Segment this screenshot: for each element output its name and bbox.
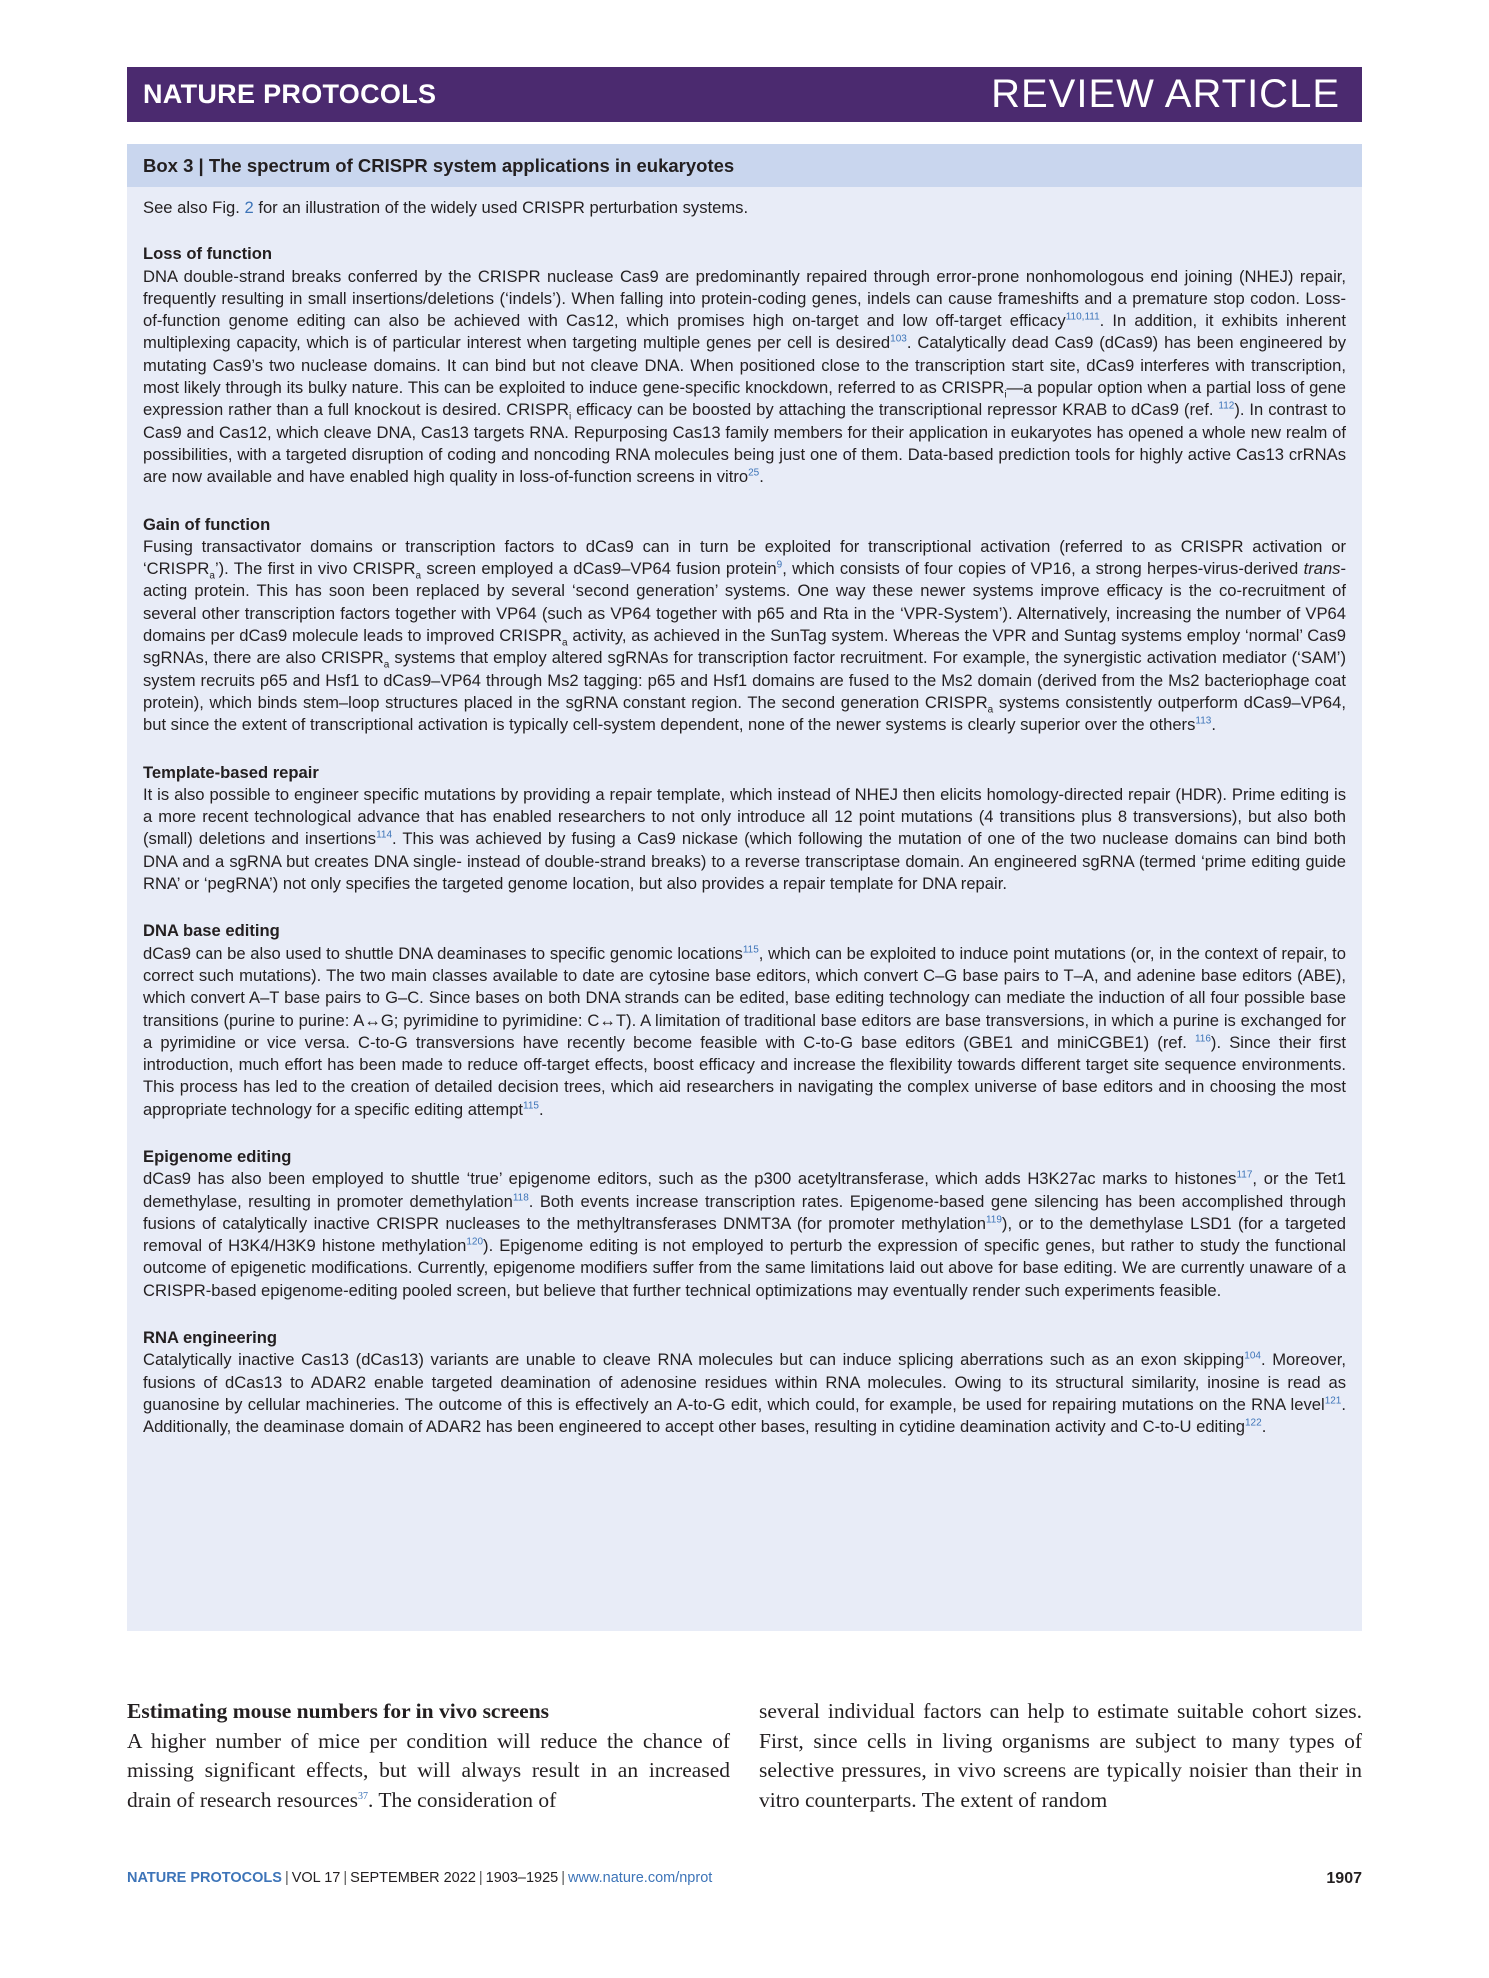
section-heading: RNA engineering (143, 1328, 277, 1348)
box-intro: See also Fig. 2 for an illustration of the widely used CRISPR perturbation systems. (143, 198, 749, 217)
journal-banner (127, 67, 1362, 122)
page-footer (127, 1870, 1362, 1888)
journal-url-link[interactable]: www.nature.com/nprot (568, 1870, 713, 1886)
box-3 (127, 144, 1362, 1631)
section-text: It is also possible to engineer specific mutations by providing a repair template, which instead of NHEJ then elicits homology-directed repair (HDR). Prime editing is a more recent technological advance that has enabled researchers to not only introduce all 12 point mutations (4 transitions plus 8 transversions), but also both (small) deletions and insertions$^{114}$. This was achieved by fusing a Cas9 nickase (which following the mutation of one of the two nuclease domains can bind both DNA and a sgRNA but creates DNA single- instead of double-strand breaks) to a reverse transcriptase domain. An engineered sgRNA (termed ‘prime editing guide RNA’ or ‘pegRNA’) not only specifies the targeted genome location, but also provides a repair template for DNA repair. (143, 784, 1346, 894)
page-number: 1907 (1326, 1870, 1362, 1887)
paragraph: A higher number of mice per condition will reduce the chance of missing significant effects, but will always result in an increased drain of research resources$^{37}$. The consideration of (127, 1728, 730, 1812)
figure-link[interactable]: 2 (244, 198, 254, 217)
paragraph: several individual factors can help to estimate suitable cohort sizes. First, since cells in living organisms are subject to many types of selective pressures, in vivo screens are typically noisier than their in vitro counterparts. The extent of random (759, 1699, 1362, 1812)
column-left (127, 1697, 730, 1815)
journal-name: NATURE PROTOCOLS (143, 79, 437, 109)
citation-link[interactable]: 120 (466, 1236, 484, 1248)
section-loss-of-function (143, 243, 1346, 488)
section-heading: Loss of function (143, 244, 273, 264)
section-heading: Template-based repair (143, 762, 319, 782)
section-text: Catalytically inactive Cas13 (dCas13) variants are unable to cleave RNA molecules but can induce splicing aberrations such as an exon skipping$^{104}$. Moreover, fusions of dCas13 to ADAR2 enable targeted deamination of adenosine residues within RNA molecules. Owing to its structural similarity, inosine is read as guanosine by cellular machineries. The outcome of this is effectively an A-to-G edit, which could, for example, be used for repairing mutations on the RNA level$^{121}$. Additionally, the deaminase domain of ADAR2 has been engineered to accept other bases, resulting in cytidine deamination activity and C-to-U editing$^{122}$. (143, 1350, 1346, 1437)
footer-citation: NATURE PROTOCOLS | VOL 17 | SEPTEMBER 2022 | 1903–1925 | www.nature.com/nprot (127, 1870, 713, 1886)
section-text: Fusing transactivator domains or transcription factors to dCas9 can in turn be exploited for transcriptional activation (referred to as CRISPR activation or ‘$CRISPR_a$’). The first in vivo $CRISPR_a$ screen employed a dCas9–VP64 fusion protein$^9$, which consists of four copies of VP16, a strong herpes-virus-derived trans-acting protein. This has soon been replaced by several ‘second generation’ systems. One way these newer systems improve efficacy is the co-recruitment of several other transcription factors together with VP64 (such as VP64 together with p65 and Rta in the ‘VPR-System’). Alternatively, increasing the number of VP64 domains per dCas9 molecule leads to improved $CRISPR_a$ activity, as achieved in the SunTag system. Whereas the VPR and Suntag systems employ ‘normal’ Cas9 sgRNAs, there are also $CRISPR_a$ systems that employ altered sgRNAs for transcription factor recruitment. For example, the synergistic activation mediator (‘SAM’) system recruits p65 and Hsf1 to dCas9–VP64 through Ms2 tagging: p65 and Hsf1 domains are fused to the Ms2 domain (derived from the Ms2 bacteriophage coat protein), which binds stem–loop structures placed in the sgRNA constant region. The second generation $CRISPR_a$ systems consistently outperform dCas9–VP64, but since the extent of transcriptional activation is typically cell-system dependent, none of the newer systems is clearly superior over the others$^{113}$. (143, 536, 1346, 735)
citation-link[interactable]: 117 (1236, 1169, 1253, 1181)
section-dna-base-editing (143, 920, 1346, 1121)
section-heading: Epigenome editing (143, 1146, 292, 1166)
citation-link[interactable]: 37 (358, 1790, 368, 1802)
article-type: REVIEW ARTICLE (991, 72, 1340, 116)
citation-link[interactable]: 115 (523, 1100, 539, 1112)
column-right (759, 1697, 1362, 1815)
section-heading: DNA base editing (143, 921, 280, 941)
section-rna-engineering (143, 1327, 1346, 1438)
section-template-based-repair (143, 762, 1346, 896)
section-epigenome-editing (143, 1146, 1346, 1302)
citation-link[interactable]: 113 (1195, 715, 1212, 727)
citation-link[interactable]: 104 (1244, 1350, 1261, 1362)
citation-link[interactable]: 114 (376, 829, 393, 841)
section-gain-of-function (143, 514, 1346, 737)
citation-link[interactable]: 9 (776, 559, 783, 571)
citation-link[interactable]: 121 (1324, 1395, 1342, 1407)
citation-link[interactable]: 122 (1245, 1417, 1262, 1429)
citation-link[interactable]: 25 (748, 467, 760, 479)
citation-link[interactable]: 115 (742, 944, 759, 956)
section-heading: Estimating mouse numbers for in vivo screens (127, 1699, 550, 1723)
citation-link[interactable]: 116 (1194, 1033, 1211, 1045)
citation-link[interactable]: 118 (512, 1192, 529, 1204)
section-heading: Gain of function (143, 514, 271, 534)
section-text: dCas9 can be also used to shuttle DNA deaminases to specific genomic locations$^{115}$, which can be exploited to induce point mutations (or, in the context of repair, to correct such mutations). The two main classes available to date are cytosine base editors, which convert C–G base pairs to T–A, and adenine base editors (ABE), which convert A–T base pairs to G–C. Since bases on both DNA strands can be edited, base editing technology can mediate the induction of all four possible base transitions (purine to purine: A↔G; pyrimidine to pyrimidine: C↔T). A limitation of traditional base editors are base transversions, in which a purine is exchanged for a pyrimidine or vice versa. C-to-G transversions have recently become feasible with C-to-G base editors (GBE1 and miniCGBE1) (ref. $^{116}$). Since their first introduction, much effort has been made to reduce off-target effects, boost efficacy and increase the flexibility towards different target site sequence environments. This process has led to the creation of detailed decision trees, which aid researchers in navigating the complex universe of base editors and in choosing the most appropriate technology for a specific editing attempt$^{115}$. (143, 943, 1346, 1119)
box-title: Box 3 | The spectrum of CRISPR system applications in eukaryotes (127, 144, 1362, 187)
citation-link[interactable]: 103 (890, 333, 907, 345)
citation-link[interactable]: 119 (985, 1214, 1002, 1226)
section-text: DNA double-strand breaks conferred by the CRISPR nuclease Cas9 are predominantly repaired through error-prone nonhomologous end joining (NHEJ) repair, frequently resulting in small insertions/deletions (‘indels’). When falling into protein-coding genes, indels can cause frameshifts and a premature stop codon. Loss-of-function genome editing can also be achieved with Cas12, which promises high on-target and low off-target efficacy$^{110,111}$. In addition, it exhibits inherent multiplexing capacity, which is of particular interest when targeting multiple genes per cell is desired$^{103}$. Catalytically dead Cas9 (dCas9) has been engineered by mutating Cas9’s two nuclease domains. It can bind but not cleave DNA. When positioned close to the transcription start site, dCas9 interferes with transcription, most likely through its bulky nature. This can be exploited to induce gene-specific knockdown, referred to as $CRISPR_i—a$ popular option when a partial loss of gene expression rather than a full knockout is desired. $CRISPR_i$ efficacy can be boosted by attaching the transcriptional repressor KRAB to dCas9 (ref. $^{112}$). In contrast to Cas9 and Cas12, which cleave DNA, Cas13 targets RNA. Repurposing Cas13 family members for their application in eukaryotes has opened a whole new realm of possibilities, with a targeted disruption of coding and noncoding RNA molecules being just one of them. Data-based prediction tools for highly active Cas13 crRNAs are now available and have enabled high quality in loss-of-function screens in vitro$^{25}$. (143, 266, 1347, 487)
section-text: dCas9 has also been employed to shuttle ‘true’ epigenome editors, such as the p300 acetyltransferase, which adds H3K27ac marks to histones$^{117}$, or the Tet1 demethylase, resulting in promoter demethylation$^{118}$. Both events increase transcription rates. Epigenome-based gene silencing has been accomplished through fusions of catalytically inactive CRISPR nucleases to the methyltransferases DNMT3A (for promoter methylation$^{119}$), or to the demethylase LSD1 (for a targeted removal of H3K4/H3K9 histone methylation$^{120}$). Epigenome editing is not employed to perturb the expression of specific genes, but rather to study the functional outcome of epigenetic modifications. Currently, epigenome modifiers suffer from the same limitations laid out above for base editing. We are currently unaware of a CRISPR-based epigenome-editing pooled screen, but believe that further technical optimizations may eventually render such experiments feasible. (143, 1169, 1346, 1300)
citation-link[interactable]: 112 (1218, 400, 1235, 412)
box-body (127, 187, 1362, 1439)
citation-link[interactable]: 110,111 (1065, 311, 1100, 323)
main-text (127, 1697, 1362, 1815)
